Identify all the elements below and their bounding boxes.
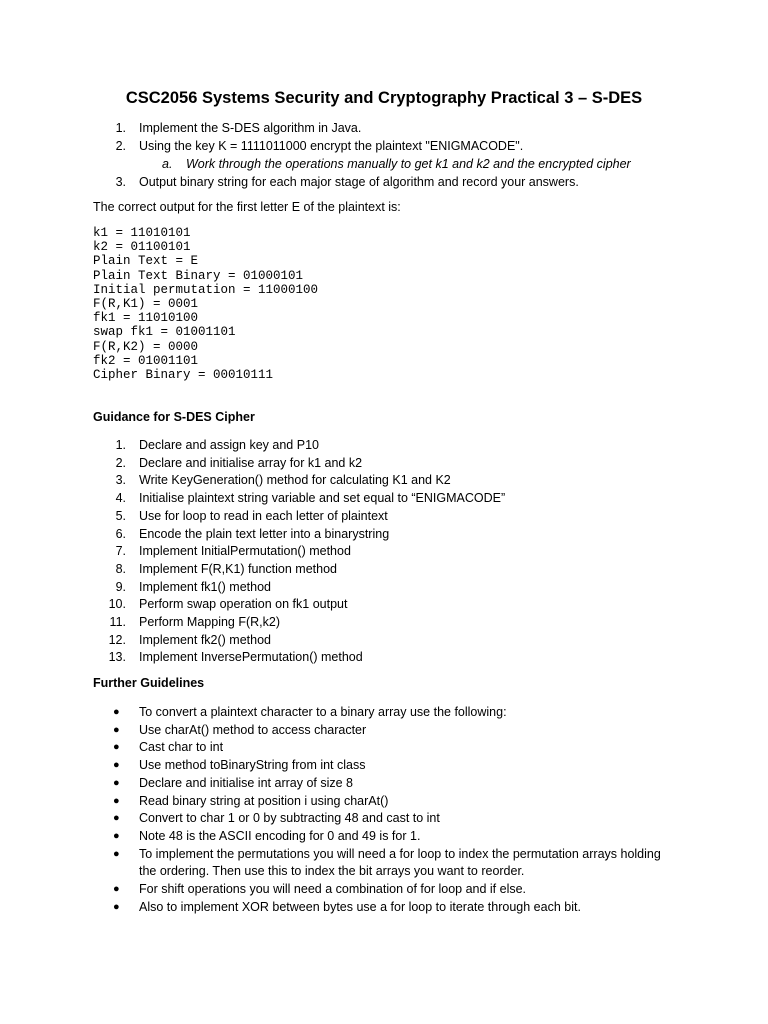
bullet-icon: ● xyxy=(113,829,120,842)
bullet-text: Convert to char 1 or 0 by subtracting 48 and cast to int xyxy=(139,811,440,826)
output-line: F(R,K1) = 0001 xyxy=(93,297,199,312)
bullet-icon: ● xyxy=(113,900,120,913)
task-number: • 3. xyxy=(115,175,126,189)
bullet-item xyxy=(0,793,669,811)
intro-text: The correct output for the first letter E of the plaintext is: xyxy=(93,200,401,214)
guidance-item xyxy=(0,437,669,455)
guidance-item xyxy=(0,596,669,614)
guidance-number: 7. xyxy=(115,544,126,559)
guidance-number: 2. xyxy=(115,455,126,470)
task-item xyxy=(0,119,669,137)
guidance-item xyxy=(0,508,669,526)
guidance-item xyxy=(0,526,669,544)
task-text: Implement the S-DES algorithm in Java. xyxy=(139,121,362,135)
guidance-number: 10. xyxy=(108,597,126,612)
task-text: Work through the operations manually to get k1 and k2 and the encrypted cipher xyxy=(186,157,631,171)
bullet-text: For shift operations you will need a combination of for loop and if else. xyxy=(139,882,527,897)
bullet-icon: ● xyxy=(113,847,120,860)
guidance-item xyxy=(0,561,669,579)
output-line: k2 = 01100101 xyxy=(93,240,191,255)
guidance-item xyxy=(0,455,669,473)
guidance-list xyxy=(0,437,669,667)
further-guidelines-heading: Further Guidelines xyxy=(93,676,205,690)
output-line: swap fk1 = 01001101 xyxy=(93,325,236,340)
output-line: Plain Text Binary = 01000101 xyxy=(93,268,304,283)
bullet-icon: ● xyxy=(113,812,120,825)
task-number: • 2. xyxy=(115,139,126,153)
guidance-text: Implement InversePermutation() method xyxy=(139,650,363,665)
bullet-icon: ● xyxy=(113,723,120,736)
task-item xyxy=(0,173,669,191)
output-line: k1 = 11010101 xyxy=(93,226,191,240)
bullet-icon: ● xyxy=(113,776,120,789)
output-line: Cipher Binary = 00010111 xyxy=(93,368,274,383)
guidance-text: Declare and assign key and P10 xyxy=(139,438,319,452)
bullet-item xyxy=(0,828,669,846)
guidance-number: 1. xyxy=(115,438,126,452)
expected-output-block xyxy=(93,226,318,382)
task-subitem xyxy=(0,155,716,173)
guidance-text: Perform Mapping F(R,k2) xyxy=(139,615,281,630)
guidance-item xyxy=(0,490,669,508)
bullet-item xyxy=(0,704,669,722)
bullet-item xyxy=(0,739,669,757)
bullet-icon: ● xyxy=(113,706,120,718)
bullet-item xyxy=(0,810,669,828)
task-list xyxy=(0,119,716,191)
guidance-text: Use for loop to read in each letter of plaintext xyxy=(139,508,388,523)
guidance-number: 6. xyxy=(115,526,126,541)
guidance-number: 11. xyxy=(109,615,126,630)
guidance-number: 3. xyxy=(115,473,126,488)
output-line: Plain Text = E xyxy=(93,254,199,269)
guidance-text: Declare and initialise array for k1 and k2 xyxy=(139,455,363,470)
guidance-item xyxy=(0,649,669,667)
guidance-number: 8. xyxy=(115,561,126,576)
guidance-heading: Guidance for S-DES Cipher xyxy=(93,410,255,424)
task-item xyxy=(0,137,669,155)
task-number: • 1. xyxy=(115,121,126,135)
bullet-text: Also to implement XOR between bytes use a for loop to iterate through each bit. xyxy=(139,899,581,914)
bullet-item xyxy=(0,722,669,740)
guidance-number: 5. xyxy=(115,508,126,523)
bullet-icon: ● xyxy=(113,794,120,807)
task-text: Using the key K = 1111011000 encrypt the plaintext "ENIGMACODE". xyxy=(139,139,524,153)
bullet-text: Cast char to int xyxy=(139,740,224,755)
guidance-text: Implement fk1() method xyxy=(139,579,271,594)
bullet-text: Note 48 is the ASCII encoding for 0 and 49 is for 1. xyxy=(139,828,421,843)
guidance-item xyxy=(0,472,669,490)
output-line: fk1 = 11010100 xyxy=(93,311,199,326)
guidance-number: 13. xyxy=(108,650,126,665)
bullet-text: Use charAt() method to access character xyxy=(139,722,367,737)
task-text: Output binary string for each major stage of algorithm and record your answers. xyxy=(139,175,579,189)
bullet-text: Declare and initialise int array of size 8 xyxy=(139,775,353,790)
bullet-text: To implement the permutations you will need a for loop to index the permutation arrays holding the ordering. Then use this to index the bit arrays you want to reorder. xyxy=(139,846,661,879)
bullet-text: Read binary string at position i using charAt() xyxy=(139,793,389,808)
guidance-text: Implement F(R,K1) function method xyxy=(139,561,337,576)
task-number: a. xyxy=(162,157,173,171)
guidance-item xyxy=(0,543,669,561)
bullet-text: Use method toBinaryString from int class xyxy=(139,758,366,773)
bullet-icon: ● xyxy=(113,883,120,896)
guidance-text: Implement fk2() method xyxy=(139,632,271,647)
guidance-number: 9. xyxy=(115,579,126,594)
guidance-text: Initialise plaintext string variable and set equal to “ENIGMACODE” xyxy=(139,491,506,506)
guidance-number: 12. xyxy=(108,632,126,647)
bullet-icon: ● xyxy=(113,759,120,772)
guidance-item xyxy=(0,614,669,632)
guidance-number: 4. xyxy=(115,491,126,506)
guidance-text: Encode the plain text letter into a binarystring xyxy=(139,526,390,541)
guidance-text: Implement InitialPermutation() method xyxy=(139,544,351,559)
guidance-text: Perform swap operation on fk1 output xyxy=(139,597,348,612)
output-line: fk2 = 01001101 xyxy=(93,353,199,368)
page-title: CSC2056 Systems Security and Cryptography Practical 3 – S-DES xyxy=(125,89,643,107)
bullet-item xyxy=(0,846,669,881)
guidance-item xyxy=(0,632,669,650)
bullet-item xyxy=(0,757,669,775)
guidance-text: Write KeyGeneration() method for calculating K1 and K2 xyxy=(139,473,451,488)
guidance-item xyxy=(0,579,669,597)
output-line: F(R,K2) = 0000 xyxy=(93,339,199,354)
bullet-icon: ● xyxy=(113,741,120,754)
bullet-item xyxy=(0,899,669,917)
bullet-item xyxy=(0,881,669,899)
bullet-text: To convert a plaintext character to a binary array use the following: xyxy=(139,705,507,719)
further-guidelines-list xyxy=(0,704,669,916)
output-line: Initial permutation = 11000100 xyxy=(93,282,319,297)
bullet-item xyxy=(0,775,669,793)
